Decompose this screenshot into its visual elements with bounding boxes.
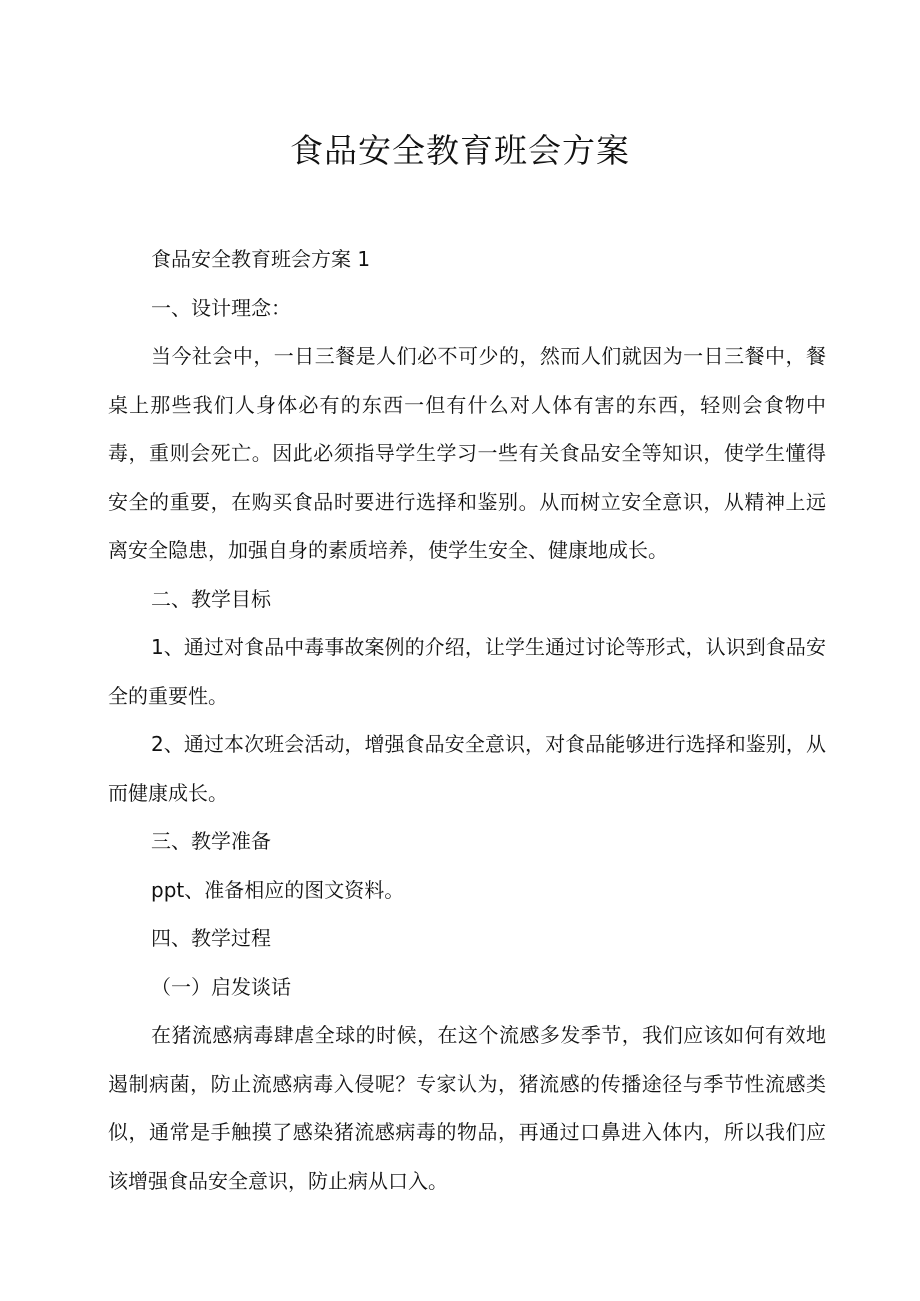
section-heading-teaching-preparation: 三、教学准备 <box>151 829 271 853</box>
subsection-heading-inspiring-talk: （一）启发谈话 <box>151 974 291 999</box>
paragraph-design-concept: 当今社会中，一日三餐是人们必不可少的，然而人们就因为一日三餐中，餐桌上那些我们人身体必有的东西一但有什么对人体有害的东西，轻则会食物中毒，重则会死亡。因此必须指导学生学习一些有关食品安全等知识，使学生懂得安全的重要，在购买食品时要进行选择和鉴别。从而树立安全意识，从精神上远离安全隐患，加强自身的素质培养，使学生安全、健康地成长。 <box>108 344 826 562</box>
goal-item-2: 2、通过本次班会活动，增强食品安全意识，对食品能够进行选择和鉴别，从而健康成长。 <box>108 732 826 805</box>
paragraph-preparation: ppt、准备相应的图文资料。 <box>151 877 405 902</box>
goal-item-1: 1、通过对食品中毒事故案例的介绍，让学生通过讨论等形式，认识到食品安全的重要性。 <box>108 635 826 708</box>
section-heading-teaching-process: 四、教学过程 <box>151 926 271 950</box>
section-heading-plan-1: 食品安全教育班会方案 1 <box>151 247 371 271</box>
paragraph-inspiring-talk: 在猪流感病毒肆虐全球的时候，在这个流感多发季节，我们应该如何有效地遏制病菌，防止流感病毒入侵呢？专家认为，猪流感的传播途径与季节性流感类似，通常是手触摸了感染猪流感病毒的物品，再通过口鼻进入体内，所以我们应该增强食品安全意识，防止病从口入。 <box>108 1023 826 1193</box>
section-heading-design-concept: 一、设计理念： <box>151 295 291 320</box>
section-heading-teaching-goals: 二、教学目标 <box>151 586 271 611</box>
document-title: 食品安全教育班会方案 <box>290 131 630 170</box>
document-body <box>108 235 826 1205</box>
